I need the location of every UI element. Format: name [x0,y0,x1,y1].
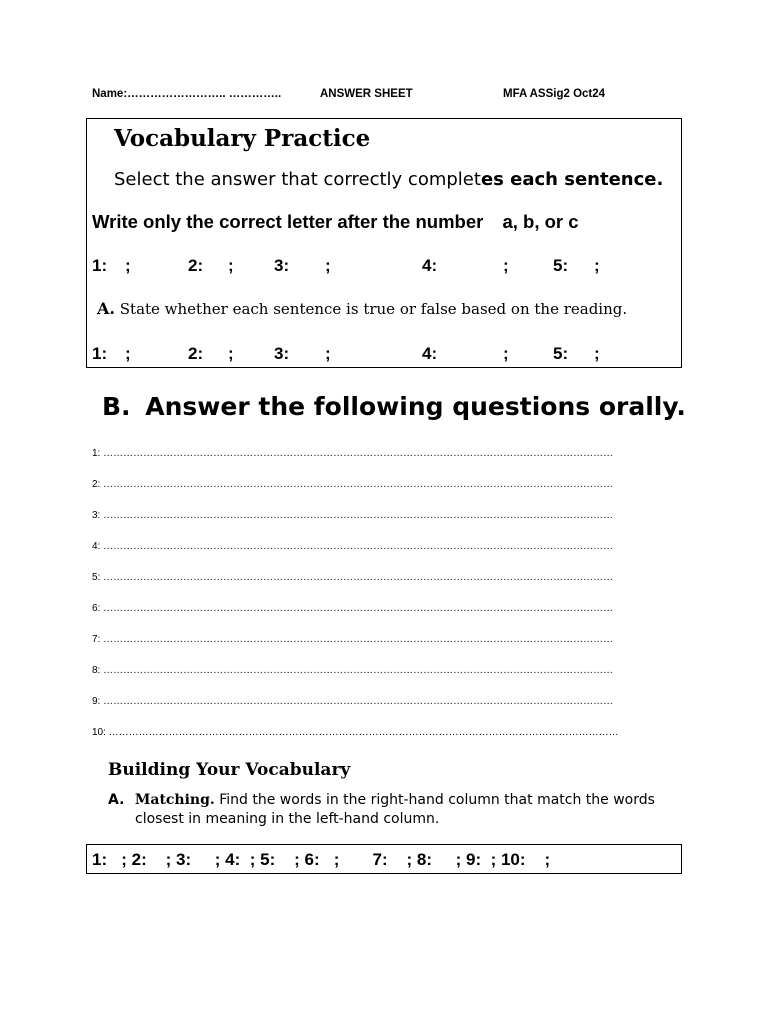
tf-answer-5-num: 5: [553,344,569,363]
subtitle-start: Select the answer that correctly complet [114,169,481,190]
tf-answer-3-num: 3: [274,344,290,363]
answer-2-num: 2: [188,256,204,275]
answer-1-sep: ; [125,256,131,275]
answer-line-10[interactable]: 10: ……………………………………………………………………………………………………………………………………… [92,727,619,738]
answer-1-num: 1: [92,256,108,275]
tf-answer-1-num: 1: [92,344,108,363]
answer-5-num: 5: [553,256,569,275]
subtitle-bold: es each sentence. [480,169,664,190]
name-field-label [92,88,281,100]
instruction-text [92,211,579,233]
instruction-label: Write only the correct letter after the number [92,211,484,232]
tf-answer-3-sep: ; [325,344,331,363]
course-code: MFA ASSig2 Oct24 [503,88,606,100]
sheet-title: ANSWER SHEET [320,88,413,100]
answer-line-9[interactable]: 9: ……………………………………………………………………………………………………………………………………… [92,696,614,707]
vocab-practice-title: Vocabulary Practice [114,125,371,152]
matching-instruction [108,792,655,808]
answer-line-7[interactable]: 7: ……………………………………………………………………………………………………………………………………… [92,634,614,645]
section-a-text: State whether each sentence is true or false based on the reading. [119,300,628,318]
answer-3-sep: ; [325,256,331,275]
matching-keyword: Matching. [134,792,215,808]
answer-3-num: 3: [274,256,290,275]
tf-answer-4-num: 4: [422,344,438,363]
section-b-letter: B. [102,392,131,421]
answer-line-8[interactable]: 8: ……………………………………………………………………………………………………………………………………… [92,665,614,676]
answer-line-2[interactable]: 2: ……………………………………………………………………………………………………………………………………… [92,479,614,490]
answer-line-4[interactable]: 4: ……………………………………………………………………………………………………………………………………… [92,541,614,552]
tf-answer-4-sep: ; [503,344,509,363]
section-b-title [102,392,686,421]
answer-2-sep: ; [228,256,234,275]
tf-answer-2-sep: ; [228,344,234,363]
answer-line-1[interactable]: 1: ……………………………………………………………………………………………………………………………………… [92,448,614,459]
answer-4-sep: ; [503,256,509,275]
vocab-practice-box [86,118,682,368]
tf-answer-2-num: 2: [188,344,204,363]
tf-answer-1-sep: ; [125,344,131,363]
name-dots: ………….. [228,88,282,100]
section-a-letter: A. [97,299,115,318]
matching-answers[interactable]: 1: ; 2: ; 3: ; 4: ; 5: ; 6: ; 7: ; 8: ; 9: ; 10: ; [92,850,551,869]
answer-5-sep: ; [594,256,600,275]
matching-text-1: Find the words in the right-hand column that match the words [219,792,655,808]
building-vocab-title: Building Your Vocabulary [108,760,351,780]
answer-line-5[interactable]: 5: ……………………………………………………………………………………………………………………………………… [92,572,614,583]
section-b-text: Answer the following questions orally. [145,392,686,421]
vocab-practice-subtitle [114,169,663,190]
section-a-instruction [97,299,627,318]
name-label: Name:…………………….. [92,88,226,100]
matching-letter: A. [108,792,125,808]
matching-text-2: closest in meaning in the left-hand column. [135,811,440,827]
answer-line-3[interactable]: 3: ……………………………………………………………………………………………………………………………………… [92,510,614,521]
tf-answer-5-sep: ; [594,344,600,363]
answer-4-num: 4: [422,256,438,275]
options-label: a, b, or c [502,211,579,232]
answer-line-6[interactable]: 6: ……………………………………………………………………………………………………………………………………… [92,603,614,614]
